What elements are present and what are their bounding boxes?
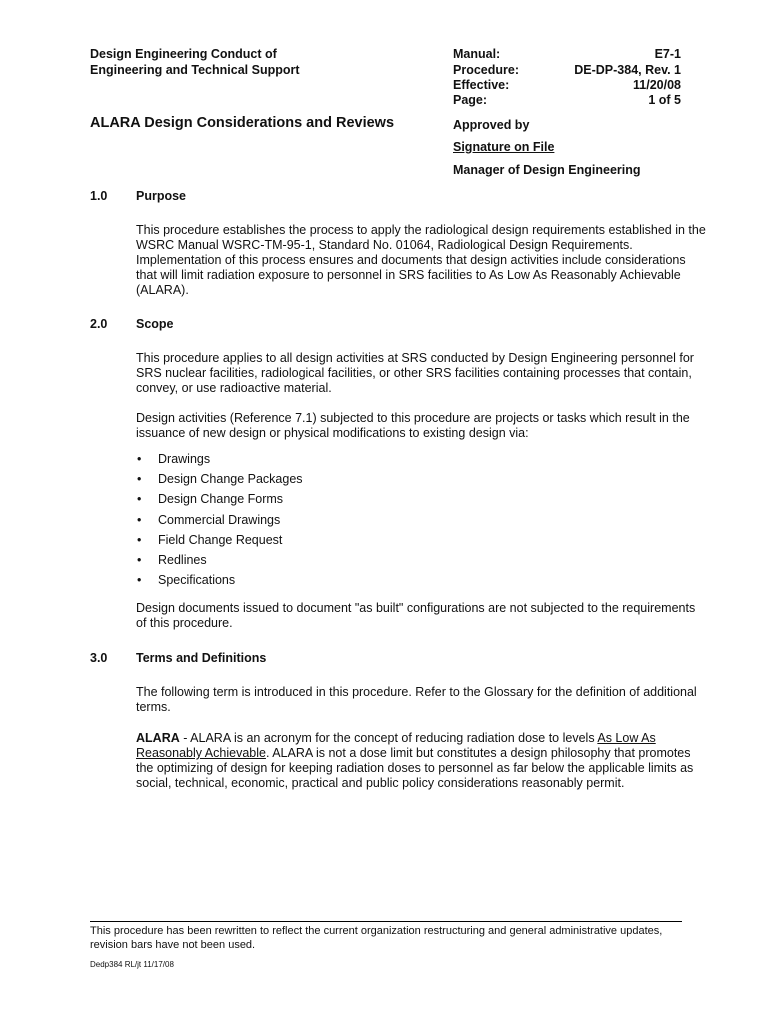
org-line-1: Design Engineering Conduct of [90,47,277,61]
bullet-icon: • [137,452,142,466]
list-item-label: Field Change Request [158,532,283,547]
manual-label: Manual: [453,47,501,61]
section-title-scope: Scope [136,317,174,331]
list-item [136,552,303,572]
bullet-icon: • [137,472,142,487]
procedure-value: DE-DP-384, Rev. 1 [574,63,681,77]
footer-divider [90,921,682,922]
scope-paragraph-3: Design documents issued to document "as built" configurations are not subjected to the requirements of this procedure. [136,601,696,630]
scope-paragraph-1: This procedure applies to all design activities at SRS conducted by Design Engineering personnel for SRS nuclear facilities, radiological facilities, or other SRS facilities containing processes that contain, convey, or use radioactive material. [136,351,694,395]
list-item-label: Redlines [158,552,207,567]
org-line-2: Engineering and Technical Support [90,63,300,77]
bullet-icon: • [137,552,142,567]
alara-definition-post: . ALARA is not a dose limit but constitutes a design philosophy that promotes the optimizing of design for keeping radiation doses to personnel as far below the applicable limits as social, technical, economic, practical and public policy considerations reasonably permit. [136,746,694,790]
list-item [136,512,303,532]
bullet-icon: • [137,573,142,588]
section-number-terms: 3.0 [90,651,108,665]
effective-label: Effective: [453,78,510,92]
alara-definition [136,731,706,791]
purpose-paragraph: This procedure establishes the process to apply the radiological design requirements established in the WSRC Manual WSRC-TM-95-1, Standard No. 01064, Radiological Design Requirements. Implementation of this process ensures and documents that design activities include considerations that will limit radiation exposure to personnel in SRS facilities to As Low As Reasonably Achievable (ALARA). [136,223,706,297]
design-activity-list [136,451,303,592]
signature-on-file: Signature on File [453,140,555,154]
list-item-label: Commercial Drawings [158,512,281,527]
list-item-label: Specifications [158,573,236,588]
approved-by-label: Approved by [453,118,530,132]
list-item [136,532,303,552]
section-number-scope: 2.0 [90,317,108,331]
scope-paragraph-2: Design activities (Reference 7.1) subjected to this procedure are projects or tasks which result in the issuance of new design or physical modifications to existing design via: [136,411,690,440]
organization-header [90,46,300,78]
page-label: Page: [453,93,488,107]
list-item [136,471,303,491]
alara-term: ALARA [136,731,180,745]
section-number-purpose: 1.0 [90,189,108,203]
list-item [136,572,303,592]
list-item [136,451,303,471]
bullet-icon: • [137,512,142,527]
section-title-terms: Terms and Definitions [136,651,267,665]
document-title: ALARA Design Considerations and Reviews [90,115,395,131]
list-item-label: Drawings [158,452,211,466]
list-item-label: Design Change Forms [158,492,284,507]
procedure-label: Procedure: [453,63,519,77]
manual-value: E7-1 [654,47,681,61]
section-title-purpose: Purpose [136,189,187,203]
list-item-label: Design Change Packages [158,472,303,487]
approver-role: Manager of Design Engineering [453,163,641,177]
alara-expansion: As Low As Reasonably Achievable [136,731,656,760]
bullet-icon: • [137,532,142,547]
list-item [136,491,303,511]
footer-document-code: Dedp384 RL/jt 11/17/08 [90,960,174,969]
effective-value: 11/20/08 [633,78,681,92]
page-value: 1 of 5 [648,93,681,107]
alara-definition-pre: - ALARA is an acronym for the concept of reducing radiation dose to levels [179,731,598,745]
terms-intro-paragraph: The following term is introduced in this procedure. Refer to the Glossary for the definition of additional terms. [136,685,697,714]
bullet-icon: • [137,492,142,507]
footer-note: This procedure has been rewritten to reflect the current organization restructuring and general administrative updates, revision bars have not been used. [90,925,663,951]
